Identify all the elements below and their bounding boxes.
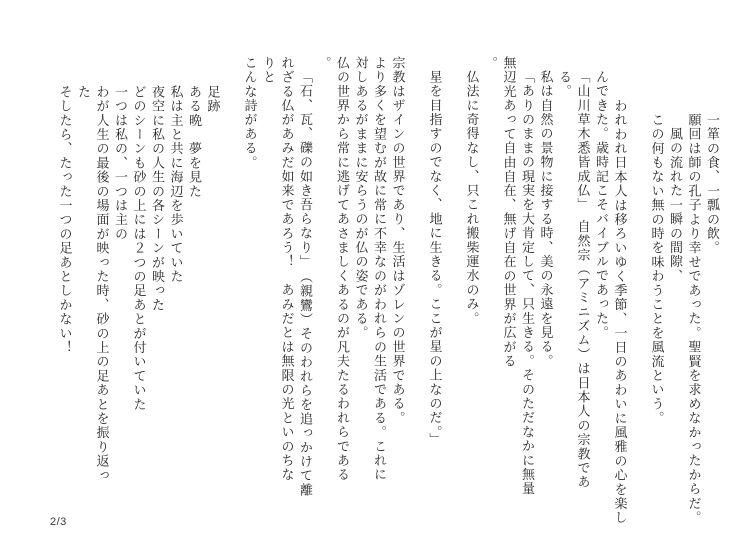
text-line: 。: [483, 56, 498, 71]
text-line: りと: [261, 56, 276, 85]
blank-line: [222, 42, 241, 548]
text-line: 「山川草木悉皆成仏」 自然宗（アミニズム）は日本人の宗教であ: [575, 70, 591, 490]
text-line: る。: [557, 70, 572, 99]
text-line: 私は主と共に海辺を歩いていた: [168, 84, 184, 284]
text-line: より多くを望むが故に常に不幸なのがわれらの生活である。これに: [372, 56, 387, 483]
text-line: わが人生の最後の場面が映った時、砂の上の足あとを振り返っ: [94, 84, 110, 483]
text-line: 宗教はザインの世界であり、生活はゾレンの世界である。: [390, 56, 406, 426]
text-line: 一箪の食、一瓢の飲。: [705, 113, 720, 255]
text-line: こんな詩がある。: [242, 56, 258, 170]
text-line: 風の流れた一瞬の間隙、: [668, 127, 683, 284]
text-line: た: [76, 84, 91, 99]
text-line: れざる仏があみだ如来であろう！ あみだとは無限の光といのちな: [279, 56, 295, 483]
text-line: 足跡: [205, 84, 221, 113]
text-line: この何もない無の時を味わうことを風流という。: [649, 113, 665, 426]
text-line: 星を目指すのでなく、地に生きる。ここが星の上なのだ。」: [427, 70, 443, 448]
text-line: 無辺光あって自由自在、無げ自在の世界が広がる: [501, 56, 517, 369]
blank-line: [444, 42, 463, 548]
blank-line: [629, 42, 648, 548]
text-line: 夜空に私の人生の各シーンが映った: [150, 84, 165, 312]
text-line: われわれ日本人は移ろいゆく季節、一日のあわいに風雅の心を楽し: [612, 98, 628, 525]
text-line: んできた。歳時記こそバイブルであった。: [594, 70, 609, 341]
vertical-text-block: [55, 42, 721, 548]
text-line: そしたら、たった一つの足あとしかない！: [57, 84, 73, 355]
text-line: 私は自然の景物に接する時、美の永遠を見る。: [538, 70, 554, 369]
text-line: どのシーンも砂の上には２つの足あとが付いていた: [131, 84, 147, 412]
text-line: 対しあるがままに安らうのが仏の姿である。: [353, 56, 369, 341]
text-line: 「石、瓦、礫の如き吾らなり」 （親鸞）そのわれらを追っかけて離: [298, 70, 313, 498]
text-line: 。: [316, 56, 332, 71]
text-line: 願回は師の孔子より幸せであった。聖賢を求めなかったからだ。: [686, 113, 702, 525]
text-line: 「ありのままの現実を大肯定して、只生きる。そのただなかに無量: [520, 70, 535, 497]
blank-line: [407, 42, 426, 548]
text-line: 仏法に奇得なし、只これ搬柴運水のみ。: [464, 70, 480, 326]
text-line: 仏の世界から常に逃げてあさましくあるのが凡夫たるわれらである: [335, 56, 350, 483]
page-indicator: 2/3: [50, 516, 67, 528]
text-line: 一つは私の、一つは主の: [113, 84, 128, 241]
text-line: ある晩 夢を見た: [187, 84, 202, 199]
